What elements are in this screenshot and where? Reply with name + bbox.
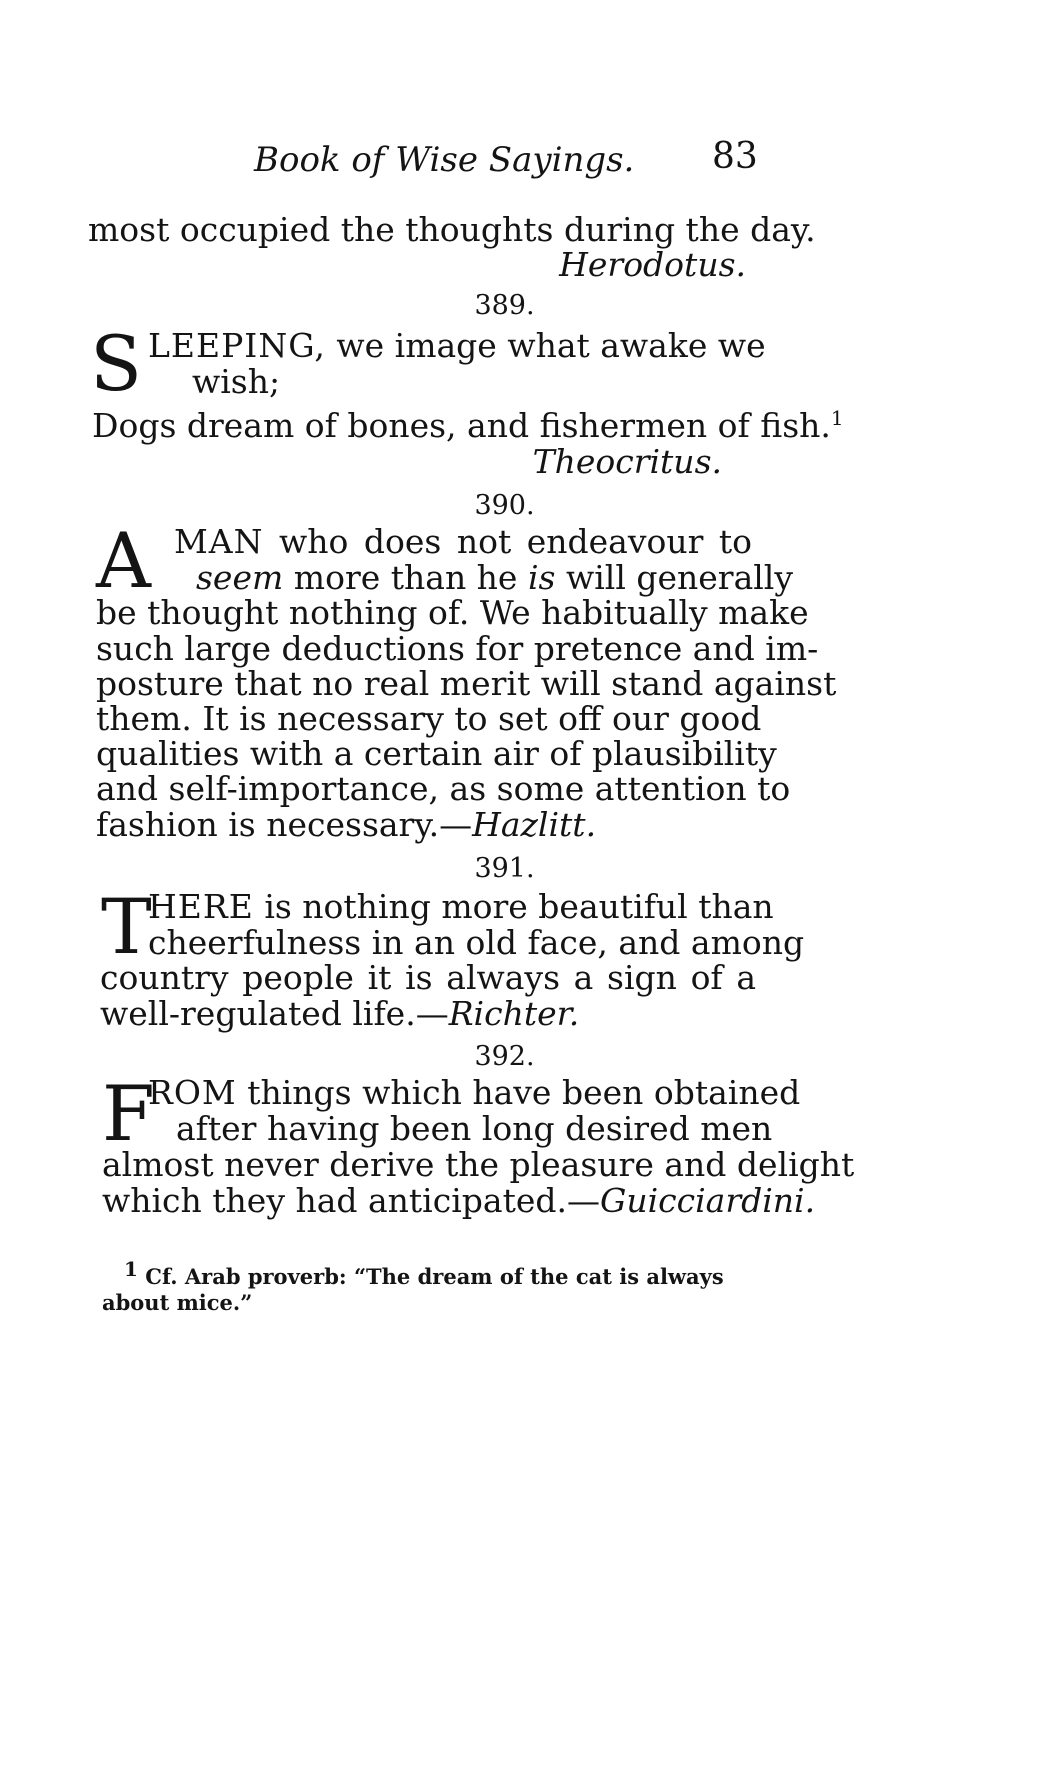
- continuation-text: most occupied the thoughts during the day.: [88, 210, 816, 249]
- continuation-author: Herodotus.: [559, 245, 746, 284]
- drop-cap: S: [90, 319, 143, 408]
- entry-line: qualities with a certain air of plausibility: [96, 734, 777, 773]
- entry-line: [102, 1181, 815, 1221]
- entry-line: [148, 326, 766, 366]
- drop-cap: F: [102, 1069, 155, 1158]
- entry-line: almost never derive the pleasure and delight: [102, 1145, 855, 1184]
- entry-line: such large deductions for pretence and im-: [96, 629, 819, 668]
- line-text: things which have been obtained: [247, 1073, 801, 1112]
- entry-line: after having been long desired men: [176, 1109, 773, 1148]
- entry-author: Theocritus.: [532, 442, 722, 481]
- entry-number: 392.: [474, 1041, 535, 1072]
- entry-line: [96, 805, 596, 845]
- line-text: which they had anticipated.—: [102, 1181, 600, 1220]
- entry-line: [196, 558, 794, 598]
- entry-line: [174, 522, 752, 562]
- line-text: well-regulated life.—: [100, 994, 449, 1033]
- footnote-marker: 1: [124, 1257, 138, 1281]
- entry-line: be thought nothing of. We habitually make: [96, 593, 809, 632]
- entry-number: 391.: [474, 853, 535, 884]
- entry-number: 390.: [474, 490, 535, 521]
- line-text: Dogs dream of bones, and fishermen of fish.: [92, 406, 831, 445]
- entry-line: [92, 406, 844, 446]
- footnote-continuation: about mice.”: [102, 1290, 253, 1315]
- line-text: is nothing more beautiful than: [264, 887, 774, 926]
- entry-line: them. It is necessary to set off our good: [96, 699, 762, 738]
- line-text: who does not endeavour to: [279, 522, 752, 561]
- page-number: 83: [712, 136, 758, 177]
- entry-line: [148, 1073, 801, 1113]
- entry-number: 389.: [474, 290, 535, 321]
- emphasis-text: is: [527, 558, 556, 597]
- emphasis-text: seem: [196, 558, 284, 597]
- line-text: more than he: [293, 558, 518, 597]
- entry-line: cheerfulness in an old face, and among: [148, 923, 805, 962]
- entry-author: Hazlitt.: [472, 805, 597, 844]
- dropcap-continuation: LEEPING,: [148, 326, 326, 365]
- footnote: [124, 1257, 724, 1290]
- line-text: we image what awake we: [336, 326, 766, 365]
- dropcap-continuation: HERE: [148, 887, 254, 926]
- footnote-reference[interactable]: 1: [830, 406, 844, 430]
- line-text: fashion is necessary.—: [96, 805, 473, 844]
- line-text: will generally: [565, 558, 794, 597]
- drop-cap: T: [101, 882, 152, 971]
- entry-line: country people it is always a sign of a: [100, 958, 756, 997]
- entry-author: Richter.: [448, 994, 580, 1033]
- running-header-title: Book of Wise Sayings.: [254, 140, 635, 180]
- footnote-text: Cf. Arab proverb: “The dream of the cat is always: [145, 1264, 724, 1289]
- entry-line: [100, 994, 579, 1034]
- dropcap-continuation: MAN: [174, 522, 264, 561]
- drop-cap: A: [96, 516, 151, 605]
- entry-line: and self-importance, as some attention to: [96, 769, 791, 808]
- entry-line: posture that no real merit will stand against: [96, 664, 837, 703]
- dropcap-continuation: ROM: [148, 1073, 237, 1112]
- entry-author: Guicciardini.: [599, 1181, 816, 1220]
- entry-line: wish;: [192, 362, 281, 401]
- entry-line: [148, 887, 774, 927]
